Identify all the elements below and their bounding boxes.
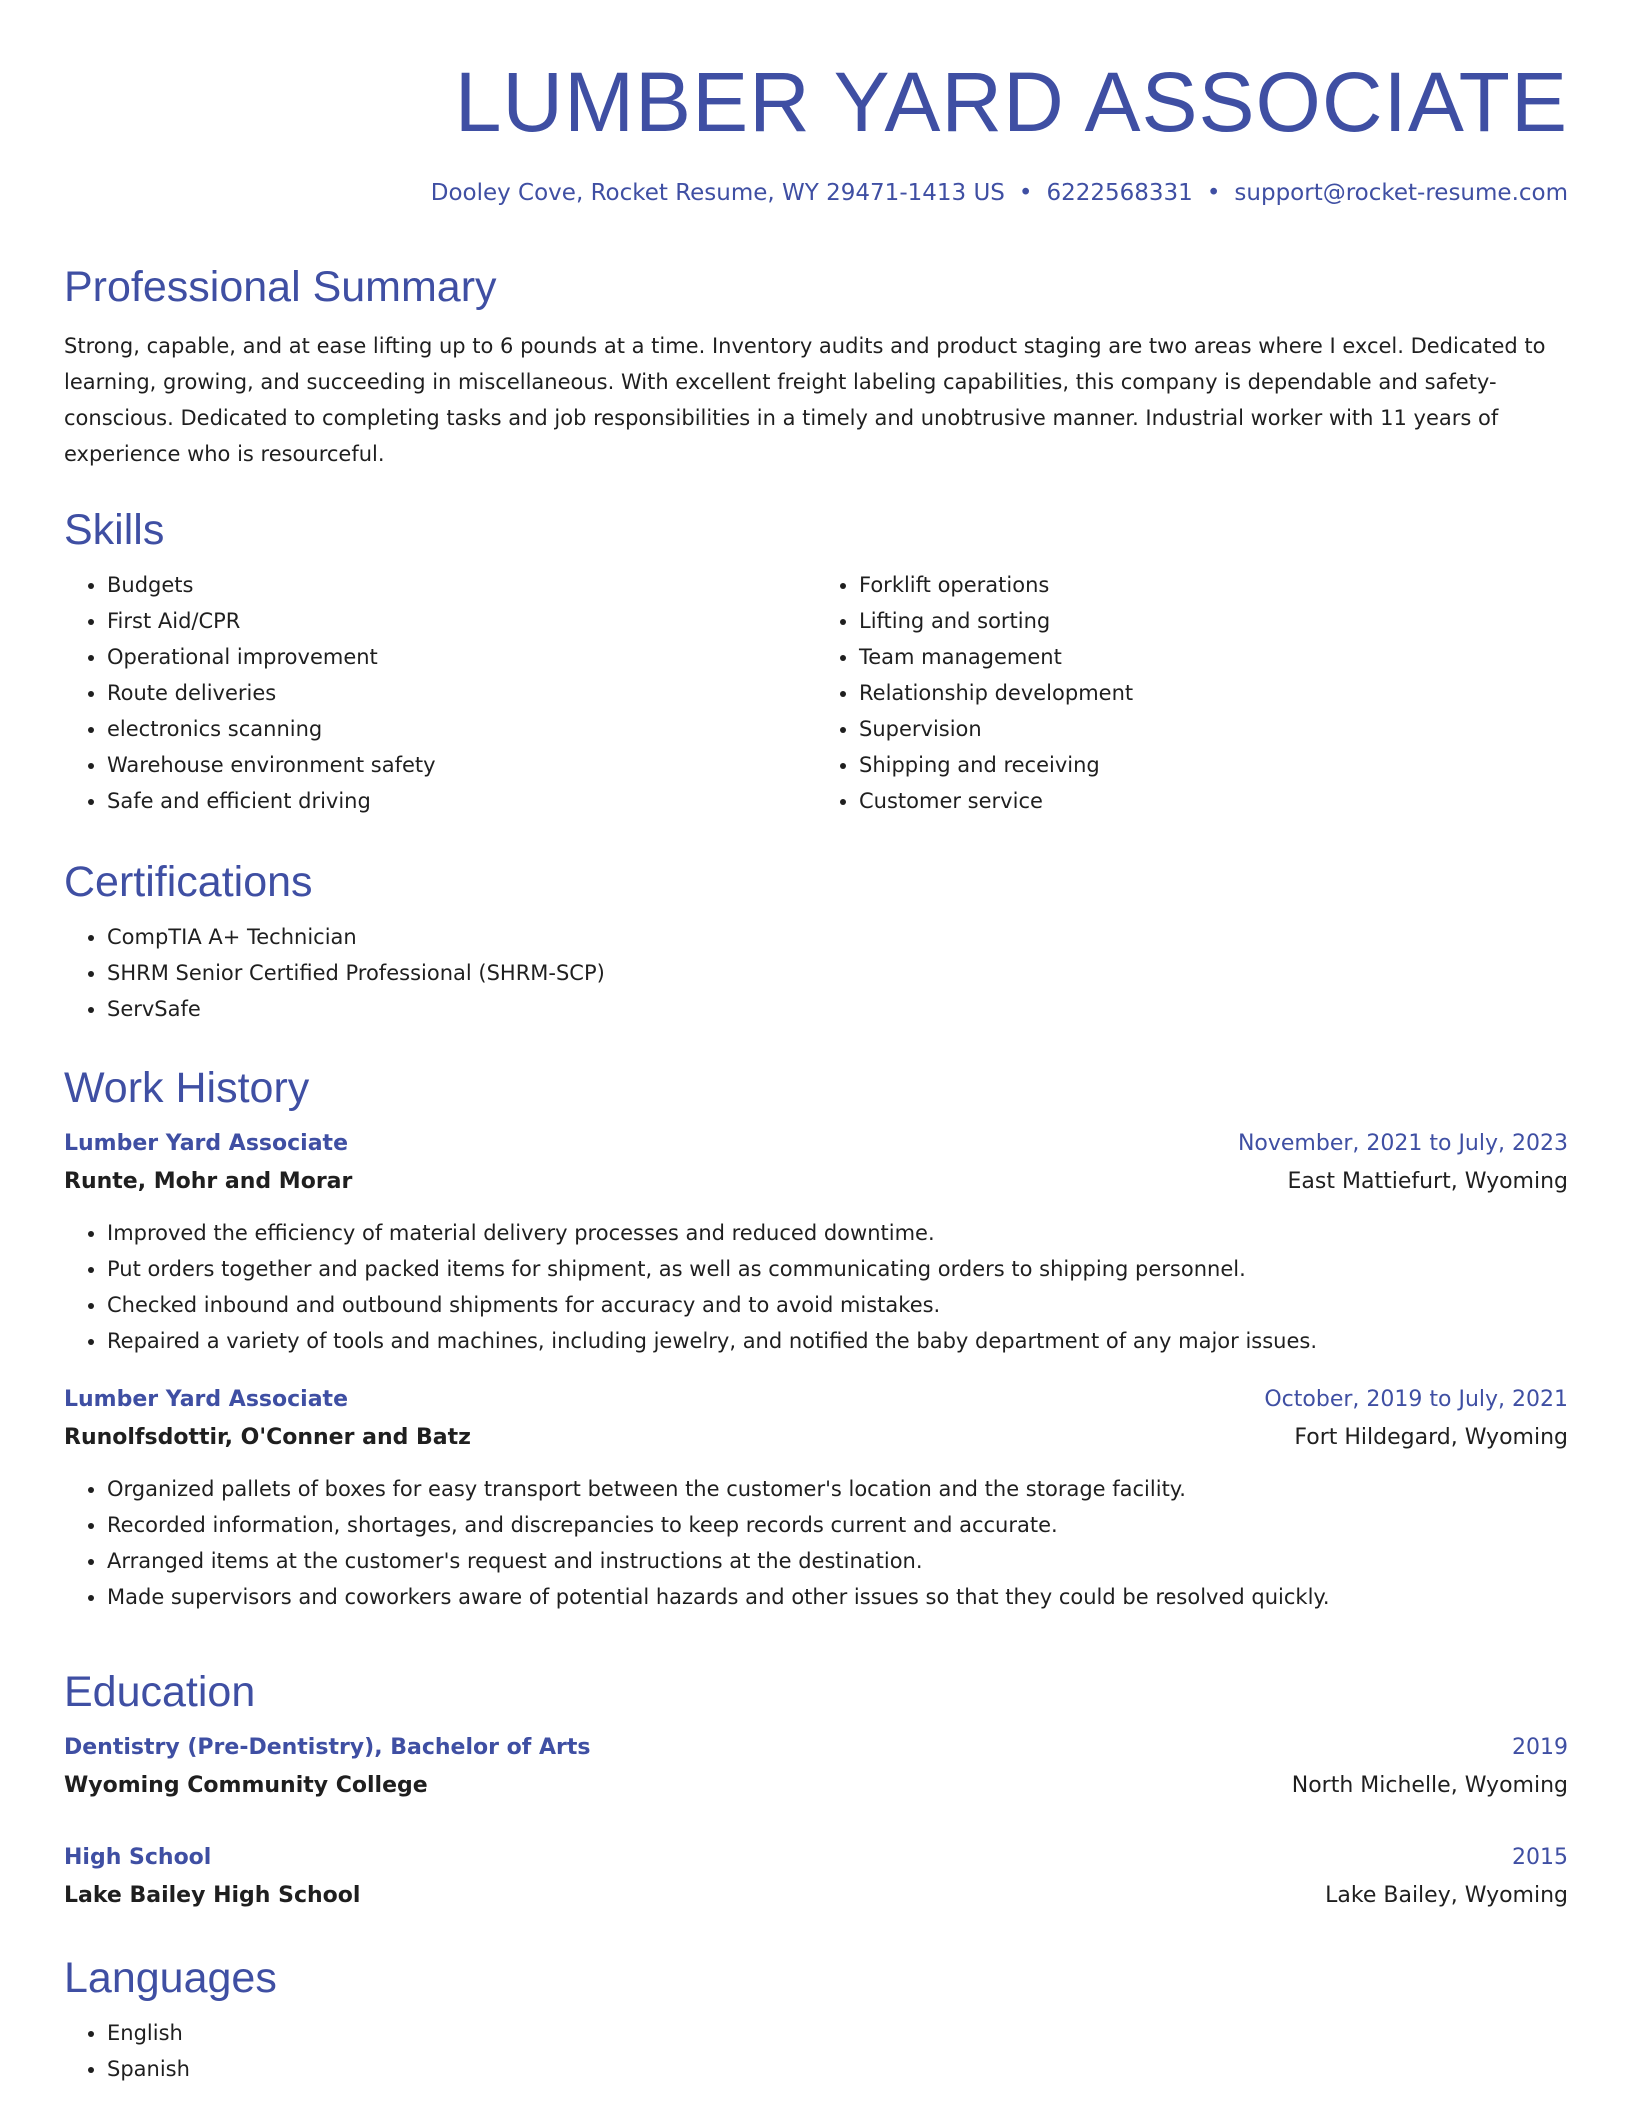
education-entry bbox=[64, 1839, 1568, 1915]
skill-item: • Customer service bbox=[859, 783, 1568, 819]
skills-list-left bbox=[64, 567, 816, 819]
skill-item: • Forklift operations bbox=[859, 567, 1568, 603]
certifications-heading: Certifications bbox=[64, 858, 313, 906]
job-bullet: • Recorded information, shortages, and discrepancies to keep records current and accurate. bbox=[107, 1507, 1568, 1543]
skill-item: • Supervision bbox=[859, 711, 1568, 747]
languages-heading: Languages bbox=[64, 1954, 277, 2002]
education-school: Wyoming Community College bbox=[64, 1773, 428, 1798]
job-bullets bbox=[64, 1215, 1568, 1359]
language-item: • English bbox=[107, 2015, 1568, 2051]
certification-item: • CompTIA A+ Technician bbox=[107, 919, 1568, 955]
job-dates: November, 2021 to July, 2023 bbox=[1237, 1131, 1568, 1156]
education-year: 2015 bbox=[1512, 1845, 1568, 1870]
candidate-name: LUMBER YARD ASSOCIATE bbox=[454, 55, 1568, 149]
education-header bbox=[64, 1729, 1568, 1767]
skills-grid bbox=[64, 567, 1568, 819]
certification-item: • SHRM Senior Certified Professional (SHRM-SCP) bbox=[107, 955, 1568, 991]
languages-section bbox=[64, 1953, 1568, 2087]
skills-section bbox=[64, 505, 1568, 819]
certifications-list bbox=[64, 919, 1568, 1027]
languages-list bbox=[64, 2015, 1568, 2087]
job-title: Lumber Yard Associate bbox=[64, 1387, 348, 1412]
education-subheader bbox=[64, 1767, 1568, 1805]
skill-item: • Budgets bbox=[107, 567, 816, 603]
job-subheader bbox=[64, 1419, 1568, 1457]
education-location: North Michelle, Wyoming bbox=[1291, 1773, 1568, 1798]
summary-heading: Professional Summary bbox=[64, 263, 497, 311]
job-entry bbox=[64, 1381, 1568, 1615]
work-history-heading: Work History bbox=[64, 1064, 310, 1112]
skill-item: • electronics scanning bbox=[107, 711, 816, 747]
job-bullet: • Improved the efficiency of material delivery processes and reduced downtime. bbox=[107, 1215, 1568, 1251]
education-section bbox=[64, 1667, 1568, 1915]
contact-separator: • bbox=[1018, 180, 1033, 206]
certification-item: • ServSafe bbox=[107, 991, 1568, 1027]
work-history-section bbox=[64, 1063, 1568, 1615]
contact-line bbox=[64, 178, 1568, 208]
job-dates: October, 2019 to July, 2021 bbox=[1264, 1387, 1568, 1412]
skill-item: • Shipping and receiving bbox=[859, 747, 1568, 783]
job-bullet: • Made supervisors and coworkers aware of potential hazards and other issues so that they could be resolved quickly. bbox=[107, 1579, 1568, 1615]
job-bullet: • Checked inbound and outbound shipments for accuracy and to avoid mistakes. bbox=[107, 1287, 1568, 1323]
education-entry bbox=[64, 1729, 1568, 1805]
language-item: • Spanish bbox=[107, 2051, 1568, 2087]
skill-item: • Safe and efficient driving bbox=[107, 783, 816, 819]
contact-address: Dooley Cove, Rocket Resume, WY 29471-1413 US bbox=[430, 180, 1005, 206]
job-bullet: • Arranged items at the customer's request and instructions at the destination. bbox=[107, 1543, 1568, 1579]
job-header bbox=[64, 1125, 1568, 1163]
job-location: Fort Hildegard, Wyoming bbox=[1294, 1425, 1568, 1450]
education-degree: High School bbox=[64, 1845, 212, 1870]
contact-email: support@rocket-resume.com bbox=[1234, 180, 1568, 206]
certifications-section bbox=[64, 857, 1568, 1027]
education-header bbox=[64, 1839, 1568, 1877]
skill-item: • Operational improvement bbox=[107, 639, 816, 675]
skill-item: • Relationship development bbox=[859, 675, 1568, 711]
job-header bbox=[64, 1381, 1568, 1419]
job-company: Runolfsdottir, O'Conner and Batz bbox=[64, 1425, 471, 1450]
job-company: Runte, Mohr and Morar bbox=[64, 1169, 353, 1194]
job-bullet: • Put orders together and packed items for shipment, as well as communicating orders to shipping personnel. bbox=[107, 1251, 1568, 1287]
education-subheader bbox=[64, 1877, 1568, 1915]
skills-heading: Skills bbox=[64, 506, 165, 554]
job-location: East Mattiefurt, Wyoming bbox=[1287, 1169, 1568, 1194]
summary-section bbox=[64, 262, 1568, 472]
job-subheader bbox=[64, 1163, 1568, 1201]
education-heading: Education bbox=[64, 1668, 256, 1716]
education-year: 2019 bbox=[1512, 1735, 1568, 1760]
job-bullet: • Organized pallets of boxes for easy transport between the customer's location and the storage facility. bbox=[107, 1471, 1568, 1507]
summary-text: Strong, capable, and at ease lifting up to 6 pounds at a time. Inventory audits and product staging are two areas where I excel. Dedicated to learning, growing, and succeeding in miscellaneous. With excellent freight labeling capabilities, this company is dependable and safety-conscious. Dedicated to completing tasks and job responsibilities in a timely and unobtrusive manner. Industrial worker with 11 years of experience who is resourceful. bbox=[64, 334, 1546, 466]
job-bullet: • Repaired a variety of tools and machines, including jewelry, and notified the baby department of any major issues. bbox=[107, 1323, 1568, 1359]
job-entry bbox=[64, 1125, 1568, 1359]
skill-item: • Team management bbox=[859, 639, 1568, 675]
skill-item: • Route deliveries bbox=[107, 675, 816, 711]
education-degree: Dentistry (Pre-Dentistry), Bachelor of Arts bbox=[64, 1735, 591, 1760]
resume-header bbox=[64, 0, 1568, 208]
skills-list-right bbox=[816, 567, 1568, 819]
job-title: Lumber Yard Associate bbox=[64, 1131, 348, 1156]
education-location: Lake Bailey, Wyoming bbox=[1325, 1883, 1568, 1908]
skill-item: • Warehouse environment safety bbox=[107, 747, 816, 783]
skill-item: • Lifting and sorting bbox=[859, 603, 1568, 639]
job-bullets bbox=[64, 1471, 1568, 1615]
skill-item: • First Aid/CPR bbox=[107, 603, 816, 639]
contact-separator: • bbox=[1206, 180, 1221, 206]
contact-phone: 6222568331 bbox=[1046, 180, 1193, 206]
education-school: Lake Bailey High School bbox=[64, 1883, 361, 1908]
